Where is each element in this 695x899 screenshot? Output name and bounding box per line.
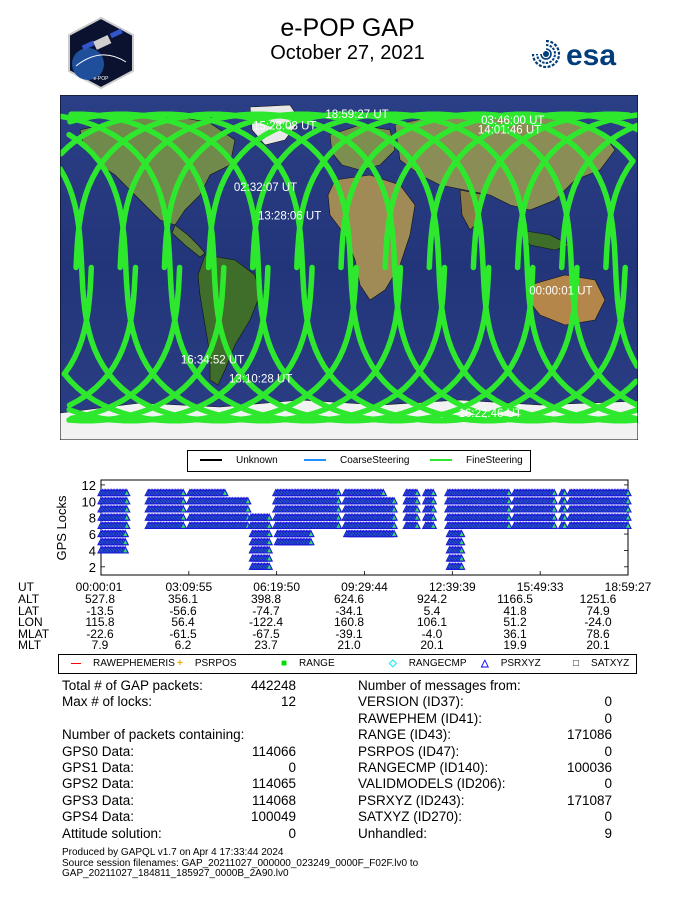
stats-value: 100036: [566, 759, 612, 775]
x-tick-label: 00:00:01: [75, 580, 123, 594]
stats-label: Number of messages from:: [358, 678, 521, 693]
y-tick-label: 4: [88, 543, 96, 559]
orbit-cell: 527.8: [84, 592, 116, 606]
legend-marker-icon: +: [177, 658, 183, 669]
orbit-cell: 7.9: [91, 638, 109, 652]
orbit-cell: 56.4: [171, 615, 195, 629]
orbit-time-label: 13:28:06 UT: [257, 210, 322, 223]
legend-label: RAWEPHEMERIS: [93, 658, 175, 669]
legend-label: RANGECMP: [408, 658, 467, 669]
legend-marker-icon: ◇: [389, 658, 397, 669]
stats-row: [358, 678, 618, 694]
stats-label: GPS4 Data:: [62, 809, 135, 825]
legend-item-rawephemeris: [71, 658, 175, 669]
legend-swatch-unknown: [200, 459, 222, 461]
page-title: e-POP GAP: [280, 14, 415, 42]
orbit-cell: 106.1: [416, 615, 448, 629]
stats-row: [358, 760, 618, 776]
orbit-time-label: 15:28:08 UT: [253, 120, 317, 133]
stats-label: RANGE (ID43):: [358, 727, 452, 743]
orbit-cell: 23.7: [254, 638, 278, 652]
legend-item-fine: [430, 455, 523, 466]
stats-row: [62, 678, 296, 694]
stats-label: Unhandled:: [358, 825, 428, 841]
y-tick-label: 6: [88, 527, 96, 543]
stats-value: 0: [288, 759, 296, 775]
orbit-parameters-table: [18, 594, 678, 652]
orbit-time-label: 00:00:01 UT: [529, 285, 593, 298]
stats-label: RANGECMP (ID140):: [358, 759, 489, 775]
orbit-row-label: MLAT: [18, 626, 50, 641]
stats-row: [62, 711, 292, 727]
legend-label: SATXYZ: [591, 658, 630, 669]
orbit-cell: 624.6: [333, 592, 365, 606]
orbit-cell: 160.8: [333, 615, 365, 629]
orbit-cell: 78.6: [586, 626, 610, 641]
stats-label: GPS0 Data:: [62, 743, 135, 759]
x-axis-prefix: UT: [18, 580, 34, 594]
stats-value: 9: [604, 825, 612, 841]
stats-value: 114065: [251, 776, 296, 792]
mission-patch-logo: [64, 16, 138, 90]
stats-label: Total # of GAP packets:: [62, 678, 203, 693]
message-stats: [358, 678, 618, 842]
orbit-cell: -13.5: [86, 603, 114, 618]
stats-value: 0: [604, 743, 612, 759]
stats-value: 0: [604, 694, 612, 710]
orbit-cell: -24.0: [584, 615, 612, 629]
legend-marker-icon: —: [71, 658, 81, 669]
legend-item-psrpos: [177, 658, 237, 669]
legend-item-coarse: [304, 455, 409, 466]
footer-line-3: GAP_20211027_184811_185927_0000B_2A90.lv0: [62, 868, 289, 879]
stats-label: Number of packets containing:: [62, 727, 245, 743]
packet-stats: [62, 678, 296, 842]
stats-label: VERSION (ID37):: [358, 694, 464, 710]
stats-label: Max # of locks:: [62, 694, 153, 710]
stats-row: [62, 743, 296, 760]
x-tick-label: 18:59:27: [604, 580, 652, 594]
y-tick-label: 12: [81, 478, 96, 493]
stats-value: 114066: [251, 743, 296, 759]
x-tick-label: 03:09:55: [165, 580, 213, 594]
y-tick-label: 8: [88, 510, 96, 526]
stats-value: 100049: [250, 809, 296, 825]
stats-row: [358, 711, 618, 727]
orbit-row-label: LAT: [18, 603, 40, 618]
orbit-row-label: ALT: [18, 592, 40, 606]
world-map: [60, 95, 638, 440]
message-legend: [58, 654, 637, 674]
stats-row: [358, 744, 618, 760]
attitude-legend: [187, 450, 531, 472]
orbit-cell: -122.4: [248, 615, 284, 629]
orbit-time-label: 16:22:46 UT: [458, 408, 522, 420]
y-tick-label: 2: [88, 559, 96, 575]
page-subtitle: October 27, 2021: [270, 42, 425, 64]
orbit-cell: 51.2: [503, 615, 527, 629]
stats-label: RAWEPHEM (ID41):: [358, 710, 483, 726]
x-tick-label: 09:29:44: [341, 580, 388, 594]
orbit-cell: -39.1: [335, 626, 363, 641]
orbit-cell: 36.1: [503, 626, 527, 641]
orbit-time-label: 13:10:28 UT: [229, 373, 293, 386]
orbit-cell: 1251.6: [579, 592, 617, 606]
stats-value: 0: [604, 809, 612, 825]
stats-row: [358, 727, 618, 743]
stats-label: GPS2 Data:: [62, 776, 135, 792]
legend-item-satxyz: [573, 658, 629, 669]
legend-item-range: [281, 658, 335, 669]
orbit-time-label: 03:46:00 UT: [481, 114, 545, 127]
esa-logo: [528, 36, 638, 72]
stats-value: 114068: [251, 792, 296, 808]
y-axis-label: GPS Locks: [54, 495, 69, 561]
orbit-cell: -34.1: [335, 603, 363, 618]
orbit-row-label: MLT: [18, 638, 42, 652]
orbit-cell: -61.5: [169, 626, 197, 641]
legend-label: RANGE: [299, 658, 335, 669]
stats-label: SATXYZ (ID270):: [358, 809, 463, 825]
orbit-cell: 41.8: [503, 603, 527, 618]
stats-row: [62, 809, 296, 825]
orbit-time-label: 16:34:52 UT: [180, 354, 245, 367]
orbit-cell: -4.0: [421, 626, 443, 641]
orbit-cell: 21.0: [337, 638, 361, 652]
svg-text:e-POP: e-POP: [93, 76, 109, 82]
stats-row: [358, 793, 618, 809]
orbit-cell: 398.8: [250, 592, 282, 606]
legend-label: PSRXYZ: [500, 658, 541, 669]
esa-logo-text: esa: [566, 39, 617, 72]
orbit-cell: 6.2: [174, 638, 192, 652]
orbit-cell: -56.6: [169, 603, 197, 618]
stats-row: [358, 809, 618, 825]
orbit-cell: 19.9: [503, 638, 527, 652]
legend-item-unknown: [200, 455, 278, 466]
orbit-cell: 356.1: [167, 592, 199, 606]
stats-label: PSRXYZ (ID243):: [358, 792, 465, 808]
orbit-time-label: 02:32:07 UT: [233, 181, 298, 194]
x-tick-label: 15:49:33: [516, 580, 564, 594]
stats-value: 171086: [566, 727, 612, 743]
orbit-cell: -74.7: [252, 603, 280, 618]
stats-row: [62, 759, 296, 776]
stats-row: [62, 792, 296, 809]
orbit-time-label: 18:59:27 UT: [325, 109, 389, 121]
stats-value: 0: [288, 825, 296, 841]
orbit-cell: 5.4: [423, 603, 441, 618]
stats-label: Attitude solution:: [62, 825, 162, 841]
stats-value: 0: [604, 710, 612, 726]
legend-label: PSRPOS: [194, 658, 237, 669]
legend-marker-icon: □: [573, 658, 580, 669]
footer-line-2: Source session filenames: GAP_20211027_000000_023249_0000F_F02F.lv0 to: [62, 857, 419, 869]
stats-value: 12: [280, 694, 296, 710]
stats-value: 442248: [250, 678, 296, 693]
x-tick-label: 12:39:39: [428, 580, 476, 594]
stats-row: [62, 727, 292, 743]
stats-row: [358, 826, 618, 842]
stats-row: [358, 694, 618, 710]
legend-label-fine: FineSteering: [466, 455, 523, 466]
legend-item-psrxyz: [481, 658, 541, 669]
orbit-cell: -22.6: [86, 626, 114, 641]
stats-label: PSRPOS (ID47):: [358, 743, 460, 759]
footer: [62, 848, 418, 880]
orbit-row-label: LON: [18, 615, 43, 629]
stats-row: [62, 776, 296, 792]
stats-label: VALIDMODELS (ID206):: [358, 776, 506, 792]
legend-label-coarse: CoarseSteering: [340, 455, 410, 466]
orbit-cell: 20.1: [420, 638, 444, 652]
legend-marker-icon: △: [481, 658, 489, 669]
stats-row: [62, 694, 296, 710]
legend-marker-icon: ■: [281, 658, 288, 669]
stats-value: 0: [604, 776, 612, 792]
legend-swatch-fine: [430, 459, 452, 461]
orbit-cell: 115.8: [85, 615, 115, 629]
legend-swatch-coarse: [304, 459, 326, 461]
footer-line-1: Produced by GAPQL v1.7 on Apr 4 17:33:44 2024: [62, 847, 284, 858]
orbit-cell: -67.5: [252, 626, 280, 641]
orbit-row-mlt: [18, 640, 678, 652]
x-tick-label: 06:19:50: [253, 580, 301, 594]
stats-label: GPS3 Data:: [62, 792, 135, 808]
stats-row: [358, 776, 618, 792]
orbit-cell: 74.9: [586, 603, 610, 618]
y-tick-label: 10: [81, 494, 96, 510]
stats-label: GPS1 Data:: [62, 759, 135, 775]
orbit-cell: 924.2: [416, 592, 448, 606]
legend-label-unknown: Unknown: [236, 455, 278, 466]
orbit-time-label: 14:01:46 UT: [477, 124, 542, 137]
orbit-cell: 1166.5: [497, 592, 533, 606]
stats-row: [62, 825, 296, 842]
stats-value: 171087: [566, 792, 612, 808]
legend-item-rangecmp: [389, 658, 467, 669]
orbit-cell: 20.1: [586, 638, 610, 652]
